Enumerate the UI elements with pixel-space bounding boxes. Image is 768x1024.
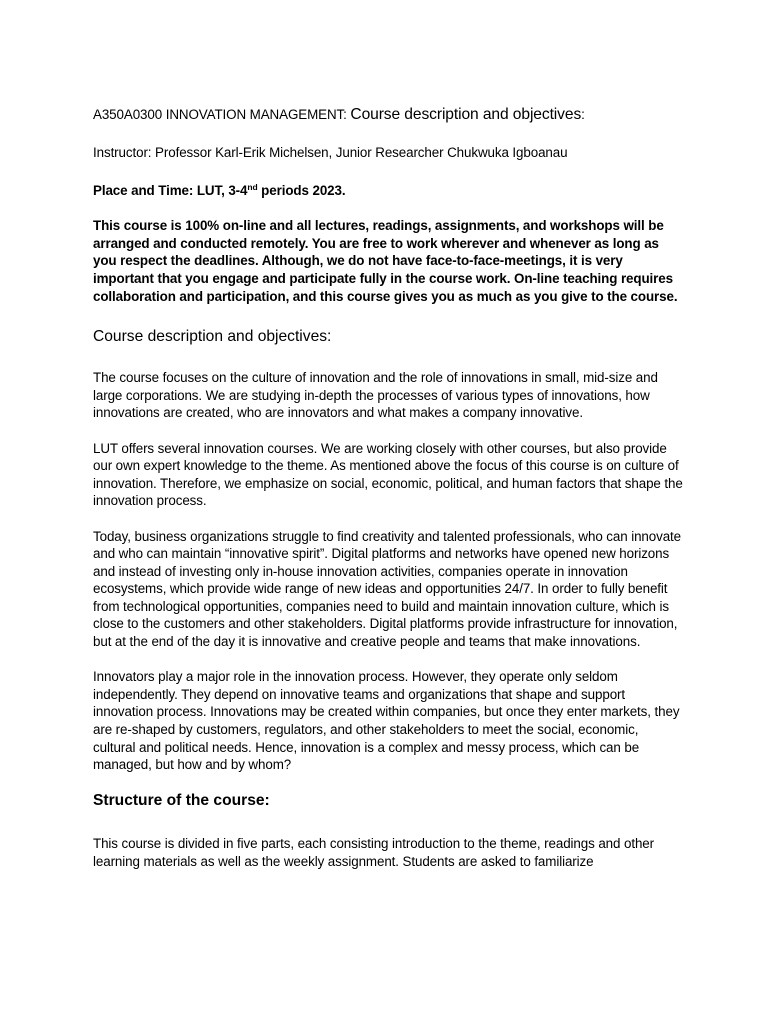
instructor-line: Instructor: Professor Karl-Erik Michelsen, Junior Researcher Chukwuka Igboanau [93,145,568,160]
place-and-time [93,182,683,200]
section-heading-structure: Structure of the course: [93,792,270,810]
document-title [93,104,683,126]
structure-paragraph: This course is divided in five parts, each consisting introduction to the theme, readings and other learning materials as well as the weekly assignment. Students are asked to familiarize [93,836,655,869]
course-code: A350A0300 INNOVATION MANAGEMENT: [93,107,351,122]
body-paragraph: The course focuses on the culture of innovation and the role of innovations in small, mid-size and large corporations. We are studying in-depth the processes of various types of innovations, how innovations are created, who are innovators and what makes a company innovative. [93,370,658,421]
body-paragraph: Today, business organizations struggle to find creativity and talented professionals, who can innovate and who can maintain “innovative spirit”. Digital platforms and networks have opened new horizons and instead of investing only in-house innovation activities, companies operate in innovation ecosystems, which provide wide range of new ideas and opportunities 24/7. In order to fully benefit from technological opportunities, companies need to build and maintain innovation culture, which is close to the customers and other stakeholders. Digital platforms provide infrastructure for innovation, but at the end of the day it is innovative and creative people and teams that make innovations. [93,528,682,650]
place-superscript: nd [247,181,258,192]
title-colon: : [581,107,585,122]
place-prefix: Place and Time: LUT, 3-4 [93,182,248,198]
title-main: Course description and objectives [350,106,582,123]
section-heading-description [93,327,683,347]
section1-heading-text: Course description and objectives [93,328,328,346]
intro-paragraph: This course is 100% on-line and all lectures, readings, assignments, and workshops will be arranged and conducted remotely. You are free to work wherever and whenever as long as you respect the deadlines. Although, we do not have face-to-face-meetings, it is very important that you engage and participate fully in the course work. On-line teaching requires collaboration and participation, and this course gives you as much as you give to the course. [93,218,678,304]
body-paragraph: Innovators play a major role in the innovation process. However, they operate only seldom independently. They depend on innovative teams and organizations that shape and support innovation process. Innovations may be created within companies, but once they enter markets, they are re-shaped by customers, regulators, and other stakeholders to meet the social, economic, cultural and political needs. Hence, innovation is a complex and messy process, which can be managed, but how and by whom? [93,669,680,773]
section1-heading-colon: : [327,328,332,346]
body-paragraph: LUT offers several innovation courses. We are working closely with other courses, but also provide our own expert knowledge to the theme. As mentioned above the focus of this course is on culture of innovation. Therefore, we emphasize on social, economic, political, and human factors that shape the innovation process. [93,440,683,509]
document-page [93,104,683,871]
place-suffix: periods 2023. [257,182,346,198]
